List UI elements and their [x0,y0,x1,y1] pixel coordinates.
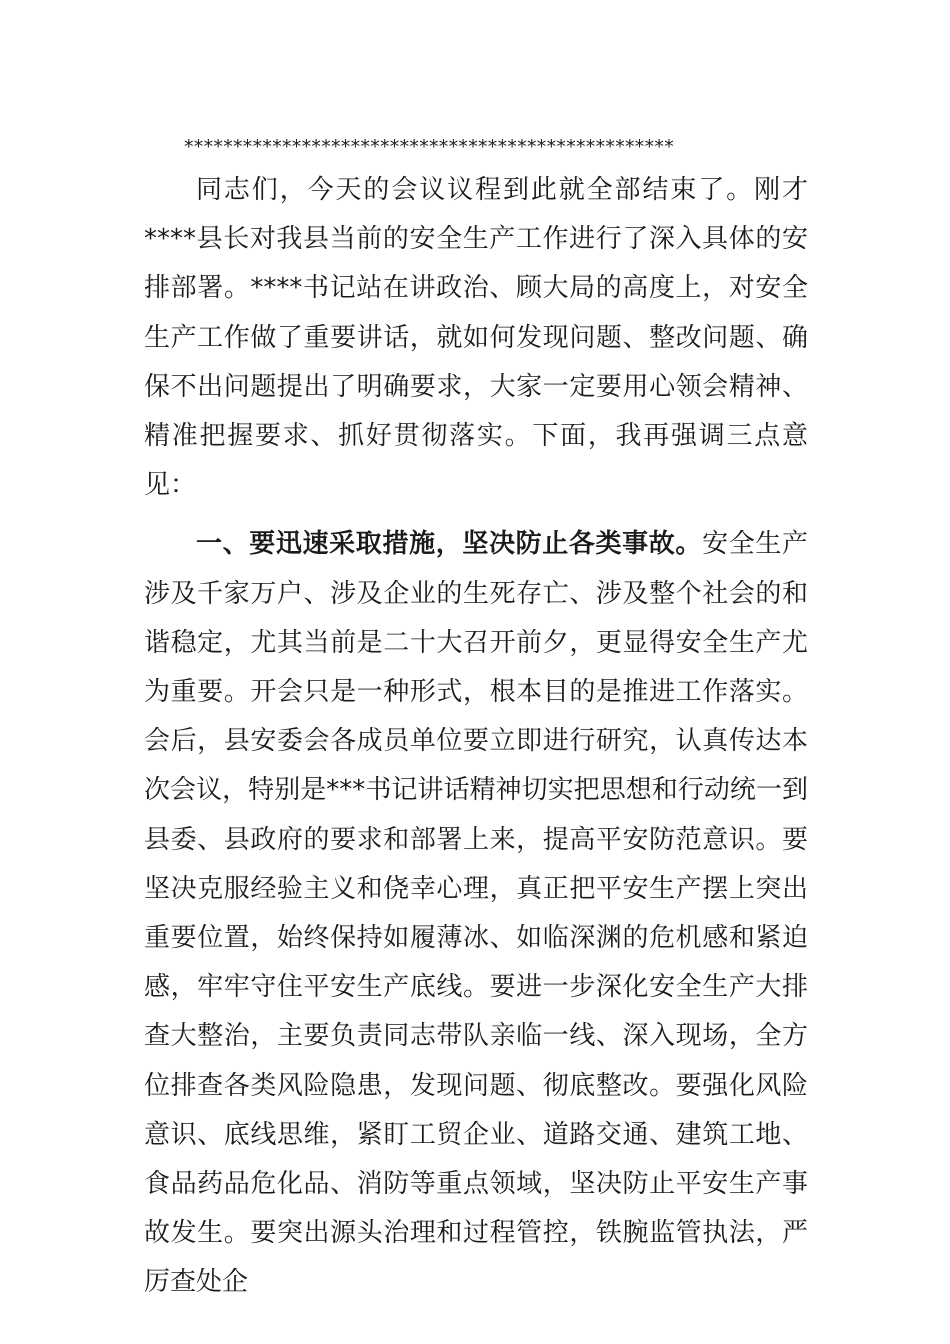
asterisk-separator: ************************************************** [184,136,674,158]
intro-paragraph [144,166,808,510]
section-one-heading: 一、要迅速采取措施，坚决防止各类事故。 [196,529,703,560]
paragraph-text: 同志们，今天的会议议程到此就全部结束了。刚才****县长对我县当前的安全生产工作进行了深入具体的安排部署。****书记站在讲政治、顾大局的高度上，对安全生产工作做了重要讲话，就如何发现问题、整改问题、确保不出问题提出了明确要求，大家一定要用心领会精神、精准把握要求、抓好贯彻落实。下面，我再强调三点意见： [144,175,808,501]
paragraph-text: 安全生产涉及千家万户、涉及企业的生死存亡、涉及整个社会的和谐稳定，尤其当前是二十大召开前夕，更显得安全生产尤为重要。开会只是一种形式，根本目的是推进工作落实。会后，县安委会各成员单位要立即进行研究，认真传达本次会议，特别是***书记讲话精神切实把思想和行动统一到县委、县政府的要求和部署上来，提高平安防范意识。要坚决克服经验主义和侥幸心理，真正把平安生产摆上突出重要位置，始终保持如履薄冰、如临深渊的危机感和紧迫感，牢牢守住平安生产底线。要进一步深化安全生产大排查大整治，主要负责同志带队亲临一线、深入现场，全方位排查各类风险隐患，发现问题、彻底整改。要强化风险意识、底线思维，紧盯工贸企业、道路交通、建筑工地、食品药品危化品、消防等重点领域，坚决防止平安生产事故发生。要突出源头治理和过程管控，铁腕监管执法，严厉查处企 [144,529,808,1298]
section-one-paragraph [144,520,808,1307]
document-body [144,166,808,1308]
